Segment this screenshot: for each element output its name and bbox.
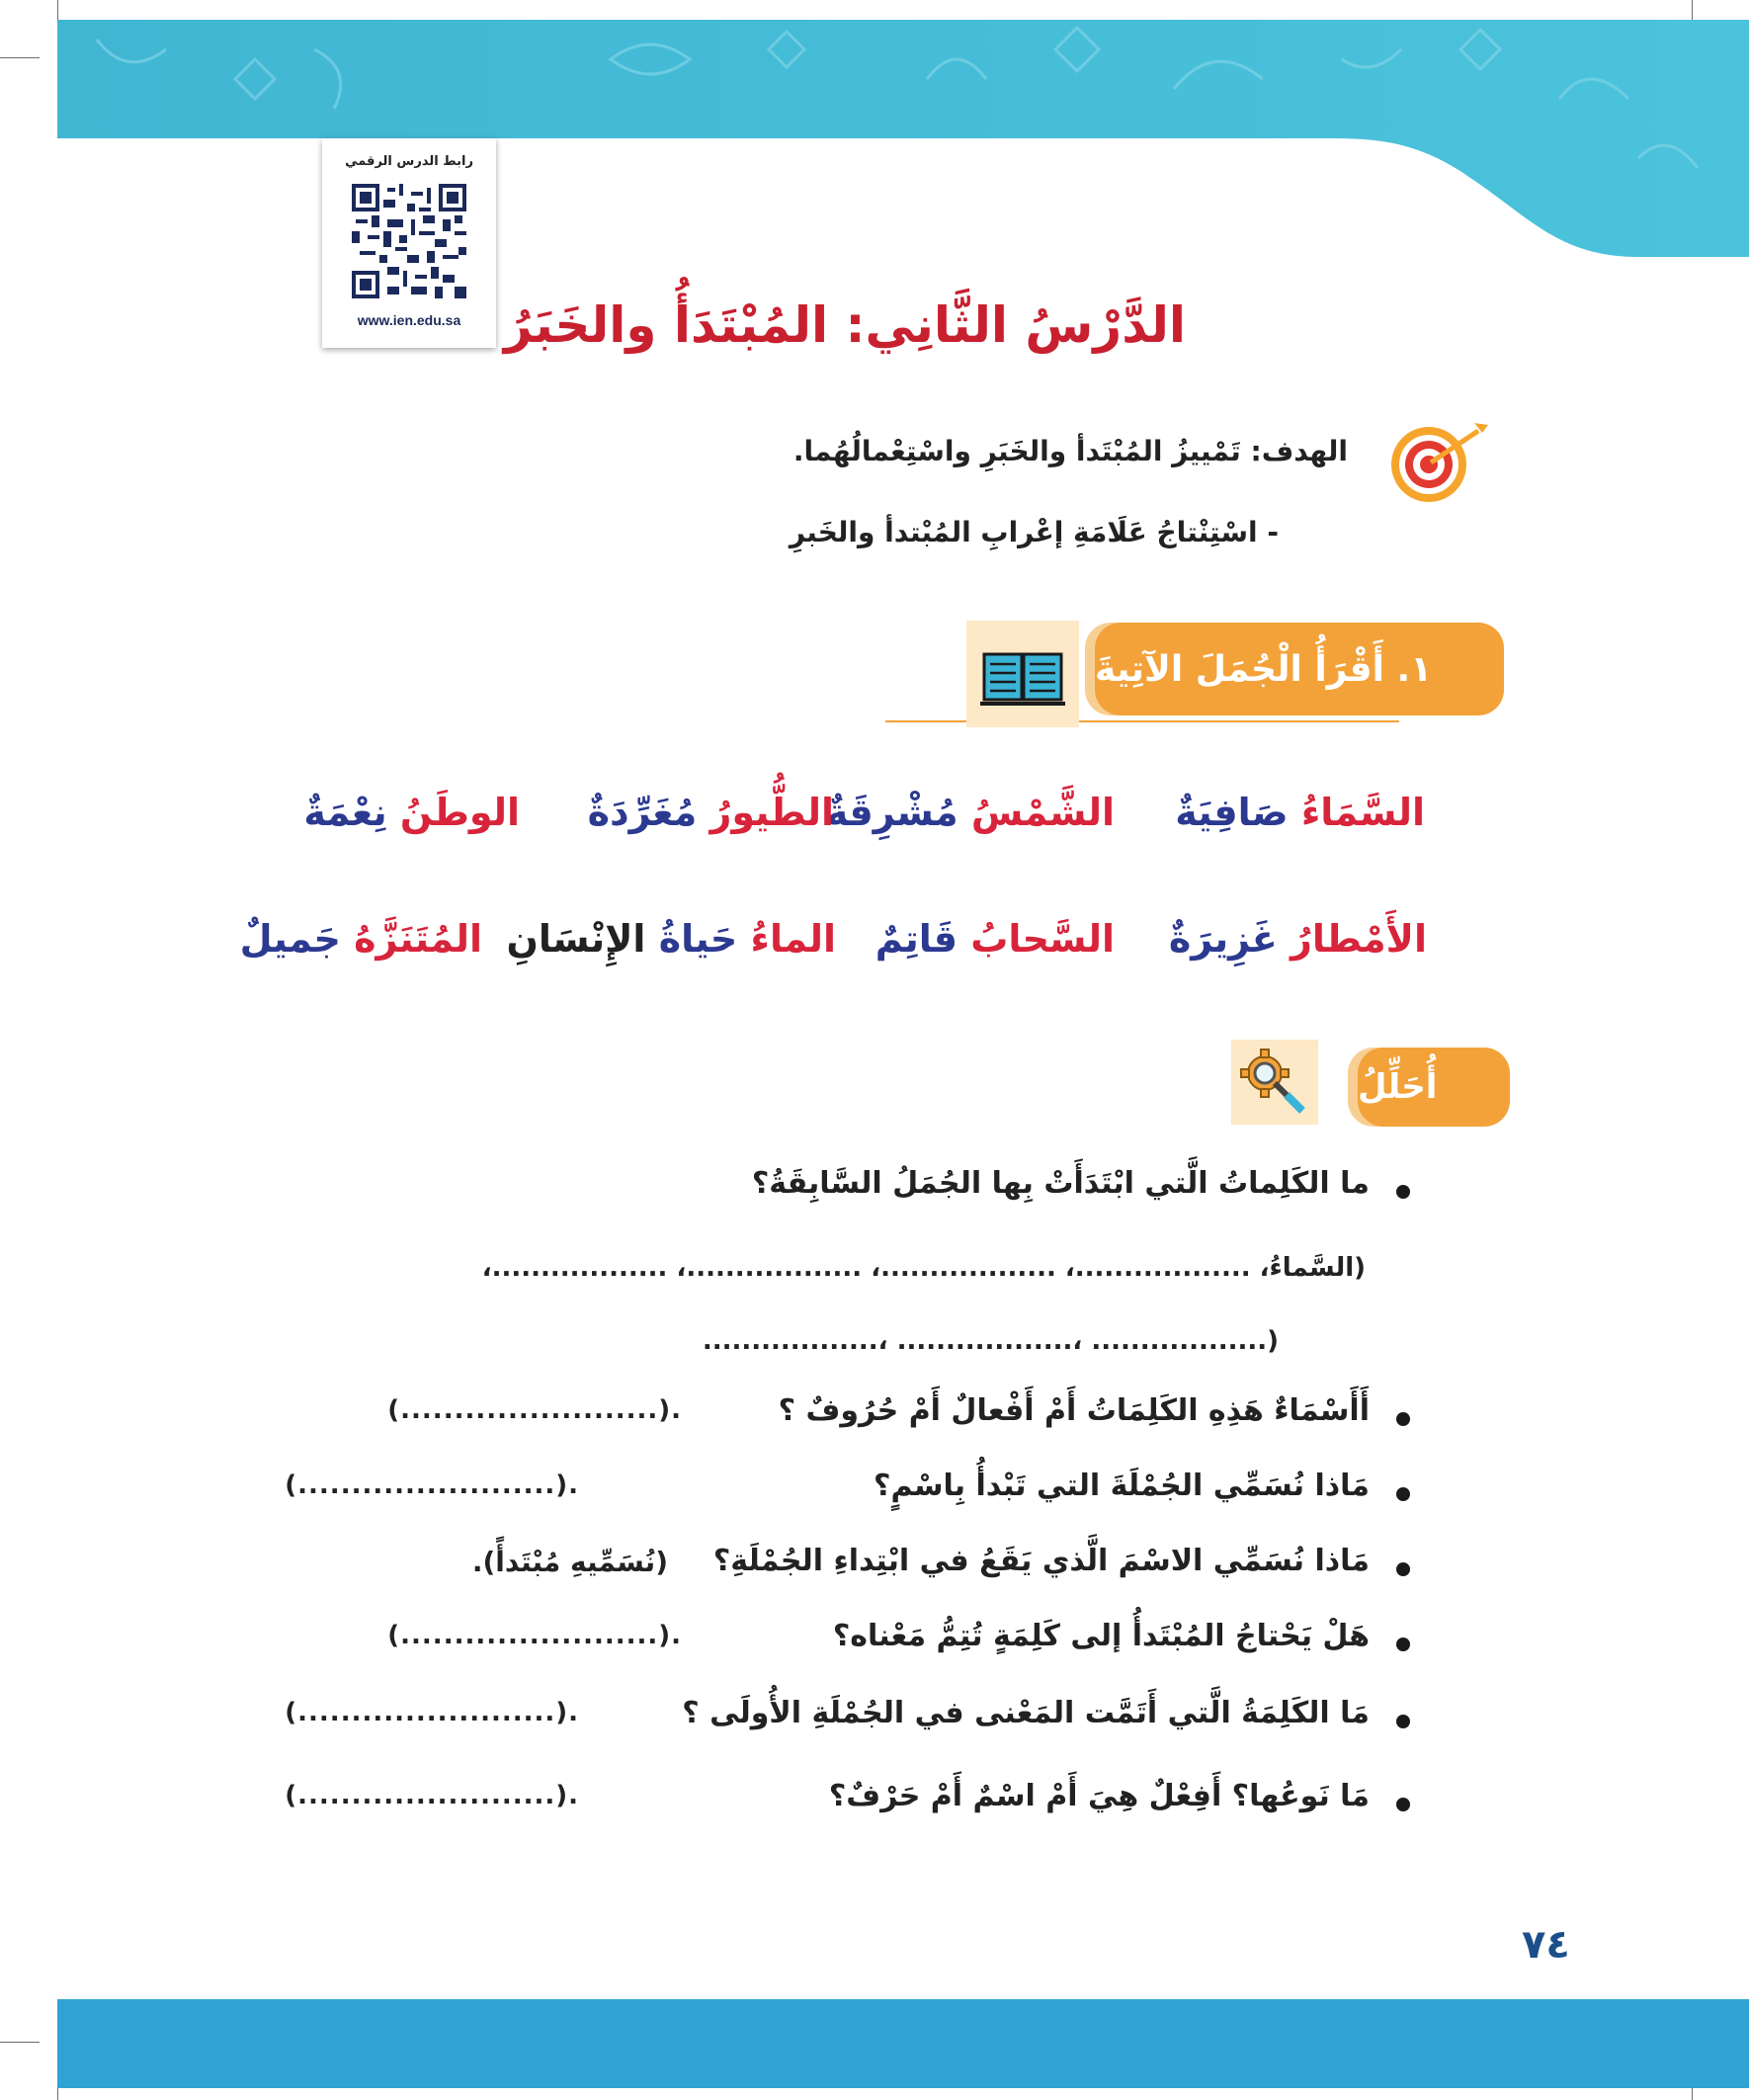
answer-4: (نُسَمِّيهِ مُبْتَدأً).	[471, 1546, 668, 1578]
crop-mark	[0, 2042, 40, 2043]
footer-band	[57, 1999, 1749, 2088]
answer-3[interactable]: (........................).	[285, 1470, 579, 1500]
mubtada: الشَّمْسُ	[970, 791, 1115, 834]
bullet	[1396, 1487, 1410, 1501]
sentence-6	[875, 917, 1115, 961]
bullet	[1396, 1412, 1410, 1426]
bullet	[1396, 1562, 1410, 1576]
khabar: مُشْرِقَةٌ	[825, 791, 958, 834]
mubtada: المُتَنَزَّهُ	[354, 917, 482, 961]
mubtada: الماءُ	[750, 917, 836, 961]
header-banner	[57, 20, 1749, 257]
goal-text: تَمْييزُ المُبْتَدأ والخَبَرِ واسْتِعْمالُهُما.	[792, 435, 1241, 467]
answer-5[interactable]: (........................).	[387, 1621, 682, 1650]
question-2: أَأَسْمَاءٌ هَذِهِ الكَلِمَاتُ أَمْ أَفْعالٌ أَمْ حُرُوفٌ ؟	[778, 1393, 1370, 1428]
section-underline	[885, 720, 1399, 722]
bullet	[1396, 1798, 1410, 1811]
question-6: مَا الكَلِمَةُ الَّتي أَتَمَّت المَعْنى في الجُمْلَةِ الأُولَى ؟	[682, 1696, 1370, 1730]
question-4: مَاذا نُسَمِّي الاسْمَ الَّذي يَقَعُ في ابْتِداءِ الجُمْلَةِ؟	[712, 1544, 1370, 1578]
page-number: ٧٤	[1522, 1922, 1570, 1968]
qr-url[interactable]: www.ien.edu.sa	[357, 312, 461, 328]
mubtada: السَّحابُ	[970, 917, 1115, 961]
khabar: جَميلٌ	[239, 917, 341, 961]
section-analyze-header: أُحَلِّلُ	[1358, 1048, 1510, 1127]
bullet	[1396, 1715, 1410, 1728]
mubtada: الوطَنُ	[399, 791, 520, 834]
goal-statement	[793, 435, 1348, 467]
mubtada: الأَمْطارُ	[1290, 917, 1427, 961]
answer-7[interactable]: (........................).	[285, 1781, 579, 1810]
qr-code-icon[interactable]	[352, 184, 466, 298]
sentence-2	[826, 791, 1115, 834]
answer-1-line-1[interactable]: (السَّماءُ، ..................، ..................، ..................، ..................،	[481, 1253, 1366, 1283]
gear-magnifier-icon	[1231, 1040, 1318, 1125]
answer-2[interactable]: (........................).	[387, 1395, 682, 1425]
mubtada: السَّمَاءُ	[1300, 791, 1425, 834]
sentence-3	[588, 791, 834, 834]
question-7: مَا نَوعُها؟ أَفِعْلٌ هِيَ أَمْ اسْمٌ أَمْ حَرْفٌ؟	[828, 1779, 1370, 1813]
question-5: هَلْ يَحْتاجُ المُبْتَدأُ إلى كَلِمَةٍ تُتِمُّ مَعْناه؟	[832, 1619, 1370, 1653]
mubtada: الطُّيورُ	[709, 791, 834, 834]
sentence-8	[240, 917, 482, 961]
answer-6[interactable]: (........................).	[285, 1698, 579, 1727]
sentence-5	[1169, 917, 1427, 961]
target-icon	[1383, 417, 1494, 506]
question-3: مَاذا نُسَمِّي الجُمْلَةَ التي تَبْدأُ بِاسْمٍ؟	[874, 1469, 1370, 1503]
khabar: حَياةُ	[658, 917, 738, 961]
goal-label: الهدف:	[1250, 435, 1348, 467]
qr-title: رابط الدرس الرقمي	[345, 154, 473, 169]
read-icon-box	[966, 621, 1079, 727]
book-icon	[966, 621, 1079, 727]
khabar: قَاتِمٌ	[874, 917, 958, 961]
answer-1-line-2[interactable]: ..................، ..................، ..................)	[702, 1326, 1279, 1356]
sentence-7	[506, 917, 836, 961]
sentence-4	[303, 791, 520, 834]
goal-sub-point: - اسْتِنْتاجُ عَلَامَةِ إعْرابِ المُبْتدأ والخَبرِ	[789, 516, 1279, 548]
crop-mark	[0, 57, 40, 58]
mudaf-ilayh: الإِنْسَانِ	[506, 917, 646, 961]
question-1: ما الكَلِماتُ الَّتي ابْتَدَأَتْ بِها الجُمَلُ السَّابِقَةُ؟	[751, 1166, 1370, 1201]
khabar: مُغَرِّدَةٌ	[587, 791, 698, 834]
analyze-icon-box	[1231, 1040, 1318, 1125]
bullet	[1396, 1185, 1410, 1199]
section-read-header: ١. أَقْرَأُ الْجُمَلَ الآتِيةَ	[1095, 623, 1504, 715]
khabar: نِعْمَةٌ	[303, 791, 387, 834]
sentence-1	[1175, 791, 1425, 834]
qr-card[interactable]	[322, 138, 496, 348]
lesson-title: الدَّرْسُ الثَّانِي: المُبْتَدَأُ والخَبَرُ	[503, 296, 1186, 354]
khabar: صَافِيَةٌ	[1175, 791, 1289, 834]
khabar: غَزِيرَةٌ	[1168, 917, 1278, 961]
bullet	[1396, 1638, 1410, 1651]
